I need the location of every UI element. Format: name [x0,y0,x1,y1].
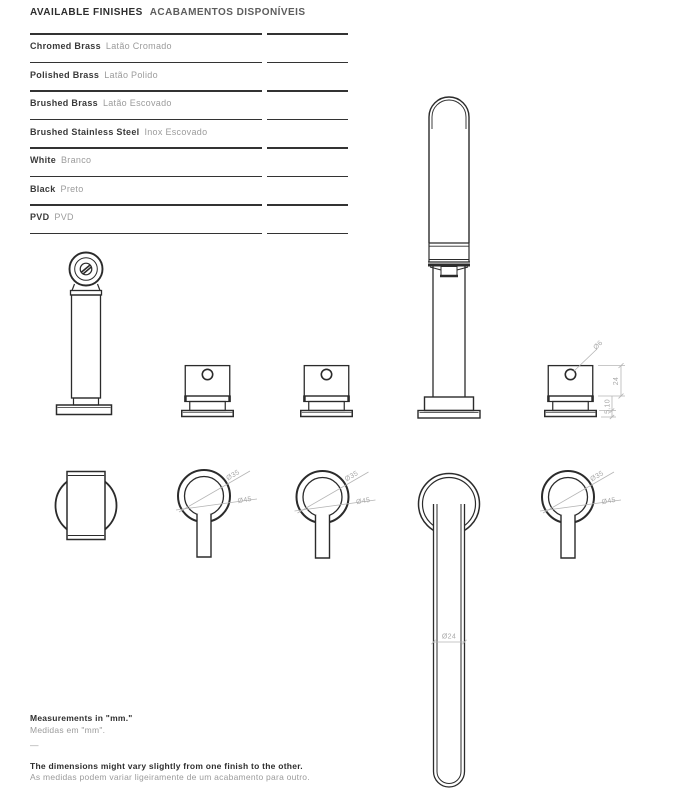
measurement-note-pt: Medidas em "mm". [30,724,106,735]
dim-label-inner: Ø35 [343,470,360,484]
finish-name-pt: Preto [60,183,84,194]
page-title-pt: ACABAMENTOS DISPONÍVEIS [149,7,306,18]
finish-name-pt: PVD [54,212,74,222]
finish-name-en: PVD [30,212,50,222]
dim-label-outer: Ø45 [601,496,617,507]
dim-label-outer: Ø45 [355,496,371,507]
dimension-note-en: The dimensions might vary slightly from one finish to the other. [30,760,303,771]
page-title-en: AVAILABLE FINISHES [30,7,143,18]
handle-side-view-3 [545,366,597,417]
finish-name-pt: Latão Cromado [105,41,172,51]
dimension-note-pt: As medidas podem variar ligeiramente de um acabamento para outro. [30,772,310,782]
spout-top-view [419,474,480,788]
dim-label-inner: Ø35 [225,469,242,483]
handshower-side-view [57,253,112,415]
finish-name-en: Brushed Brass [30,98,98,108]
handle-dimensions [573,339,625,419]
finish-name-pt: Branco [61,155,92,165]
dim-label-screw: Ø6 [592,339,605,352]
finish-name-en: Polished Brass [30,69,100,80]
footer-divider: — [30,740,39,750]
handle-side-view-2 [301,366,353,417]
dim-label-tube: Ø24 [441,633,457,641]
handle-top-view-3 [540,470,621,558]
spout-side-view [418,97,480,418]
footer-notes [30,713,310,784]
handle-top-view-1 [176,469,257,557]
finish-name-pt: Latão Escovado [102,98,172,108]
dim-label-outer: Ø45 [237,495,253,506]
finish-name-en: Black [30,183,56,194]
handle-side-view-1 [182,366,234,417]
finish-name-en: Brushed Stainless Steel [30,126,140,137]
finish-name-en: Chromed Brass [30,41,101,51]
dim-label-inner: Ø35 [589,470,606,484]
handshower-top-view [56,472,117,540]
finish-name-pt: Inox Escovado [144,126,208,137]
dim-label-base: 5,10 [604,399,612,414]
finish-name-en: White [30,155,56,165]
dim-label-height: 24 [613,376,620,386]
measurement-note-en: Measurements in "mm." [30,713,133,723]
handle-top-view-2 [295,470,376,558]
finish-name-pt: Latão Polido [104,69,158,80]
